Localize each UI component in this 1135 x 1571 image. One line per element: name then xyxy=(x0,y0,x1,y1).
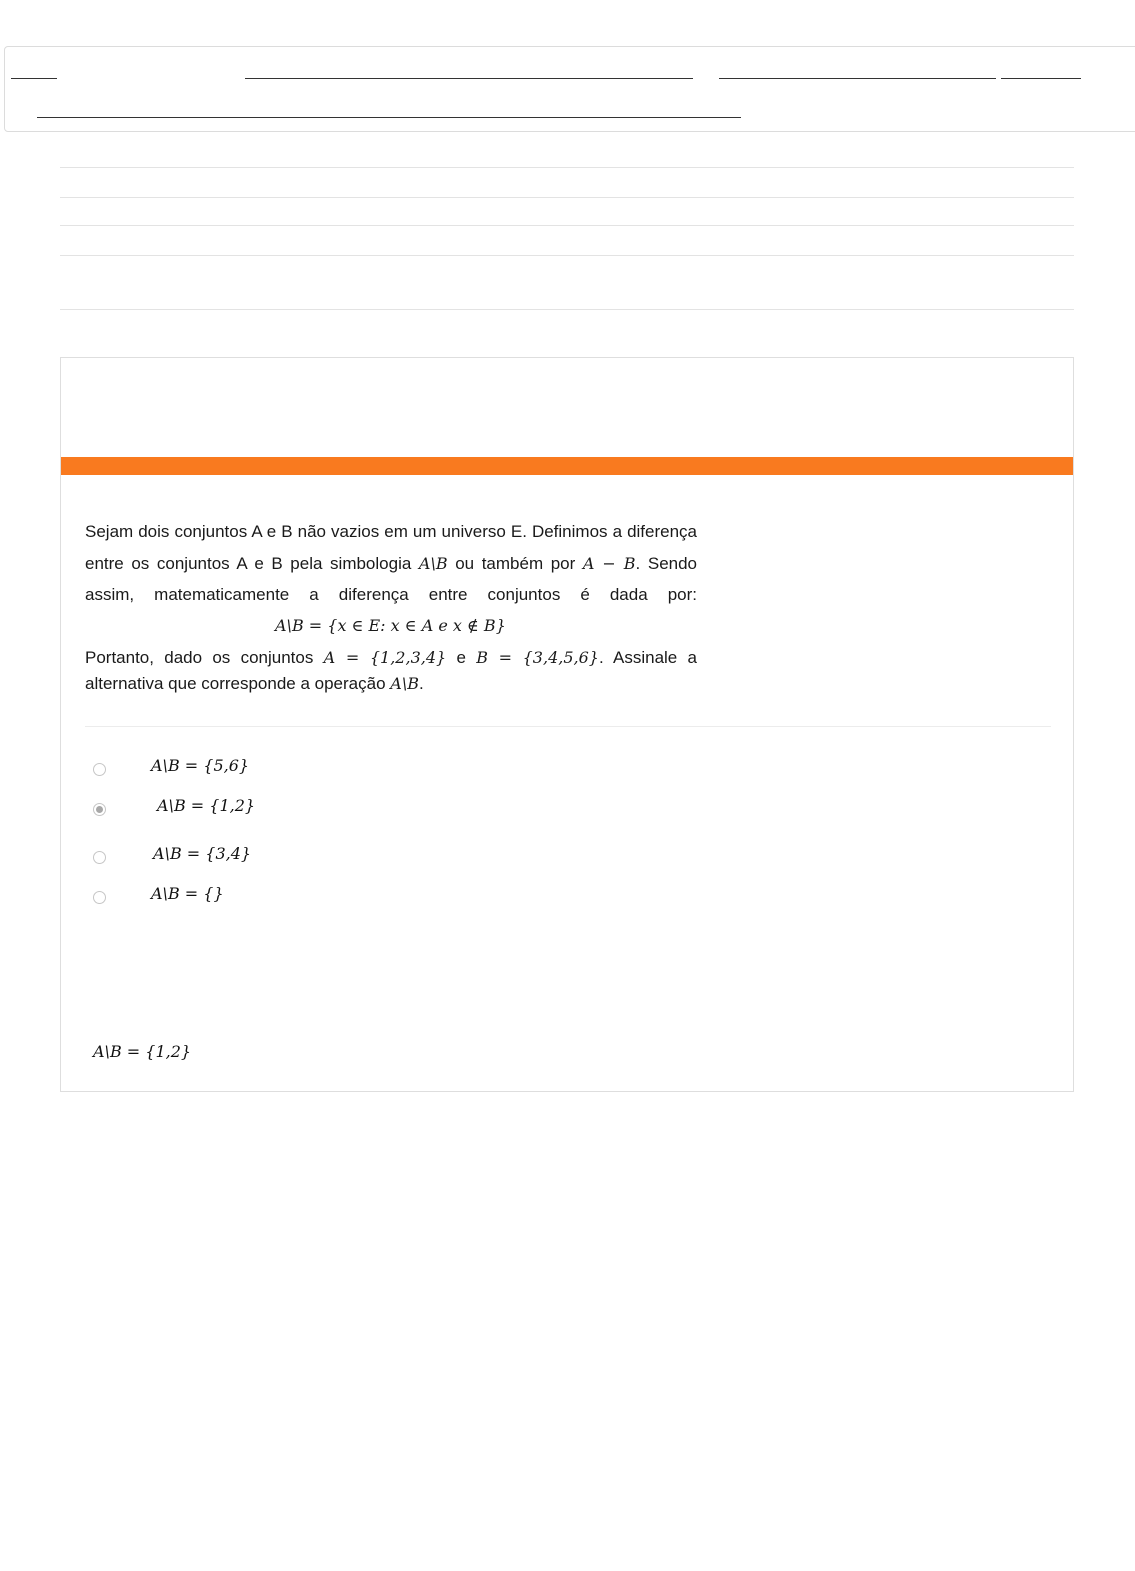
radio-button[interactable] xyxy=(93,851,106,864)
nav-link-underline[interactable] xyxy=(1001,78,1081,79)
question-text-part: . Assinale a alternativa que corresponde a operação xyxy=(85,647,697,693)
question-text-part: Sejam dois conjuntos A e B não vazios em um universo E. Definimos a diferença entre os conjuntos A e B pela simbologia xyxy=(85,522,697,573)
set-difference-formula: A\B = {x ∈ E: x ∈ A e x ∉ B} xyxy=(275,615,506,635)
option-1[interactable] xyxy=(93,754,250,784)
option-3[interactable] xyxy=(93,842,252,872)
question-text-part: . xyxy=(418,673,424,693)
info-row-divider xyxy=(60,225,1074,226)
radio-button[interactable] xyxy=(93,763,106,776)
radio-button[interactable] xyxy=(93,891,106,904)
question-card xyxy=(60,357,1074,1092)
question-text xyxy=(85,516,697,697)
question-accent-bar xyxy=(61,457,1073,475)
option-label[interactable]: A\B = {1,2} xyxy=(157,796,256,815)
option-label[interactable]: A\B = {} xyxy=(151,884,224,903)
nav-link-underline[interactable] xyxy=(719,78,996,79)
correct-answer-feedback: A\B = {1,2} xyxy=(93,1042,192,1061)
question-text-part: e xyxy=(446,647,477,667)
question-text-part: . Sendo assim, matematicamente a diferença entre conjuntos é dada por: xyxy=(85,553,698,604)
nav-link-underline[interactable] xyxy=(11,78,57,79)
question-divider xyxy=(85,726,1051,727)
math-inline: A − B xyxy=(582,553,636,573)
question-paragraph-2 xyxy=(85,645,697,697)
info-row-divider xyxy=(60,255,1074,256)
option-4[interactable] xyxy=(93,882,224,912)
radio-button[interactable] xyxy=(93,803,106,816)
top-navigation-bar xyxy=(4,46,1135,132)
option-label[interactable]: A\B = {5,6} xyxy=(151,756,250,775)
math-inline: B = {3,4,5,6} xyxy=(476,647,599,667)
nav-link-underline[interactable] xyxy=(245,78,693,79)
info-row-divider xyxy=(60,309,1074,310)
nav-link-underline[interactable] xyxy=(37,117,741,118)
question-paragraph-1 xyxy=(85,516,697,611)
math-inline: A = {1,2,3,4} xyxy=(323,647,447,667)
question-text-part: ou também por xyxy=(447,553,583,573)
info-row-divider xyxy=(60,197,1074,198)
question-text-part: Portanto, dado os conjuntos xyxy=(85,647,324,667)
math-inline: A\B xyxy=(390,673,419,693)
option-label[interactable]: A\B = {3,4} xyxy=(153,844,252,863)
math-inline: A\B xyxy=(418,553,448,573)
option-2[interactable] xyxy=(93,794,256,824)
info-row-divider xyxy=(60,167,1074,168)
